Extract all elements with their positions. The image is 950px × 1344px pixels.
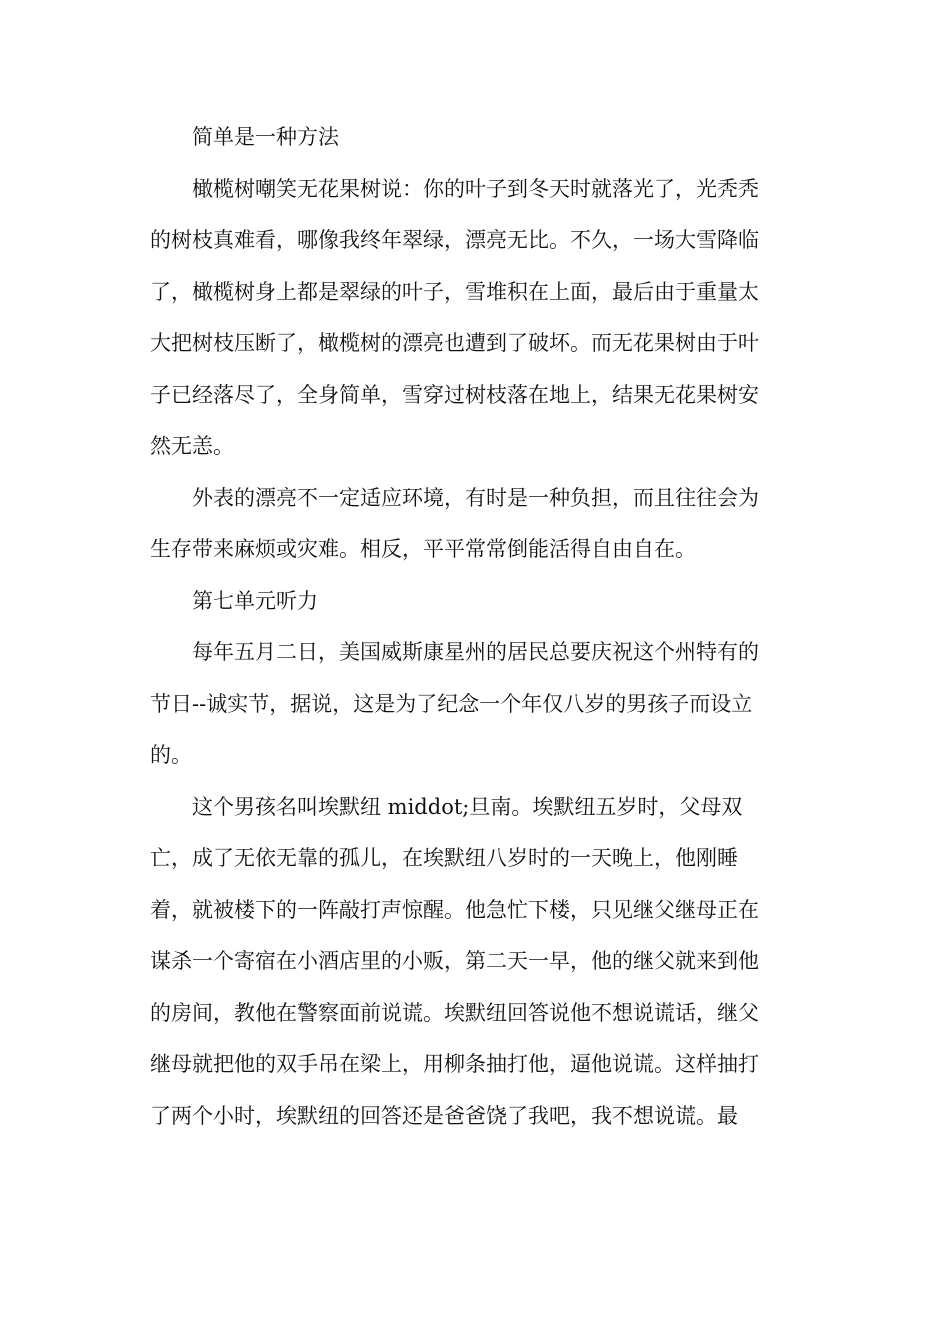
text-line: 第七单元听力: [192, 588, 318, 613]
text-line: 了两个小时，埃默纽的回答还是爸爸饶了我吧，我不想说谎。最: [150, 1103, 738, 1128]
text-line: 然无恙。: [150, 434, 234, 458]
text-line: 了，橄榄树身上都是翠绿的叶子，雪堆积在上面，最后由于重量太: [150, 279, 759, 304]
text-line: 的。: [150, 743, 192, 767]
text-line: 的房间，教他在警察面前说谎。埃默纽回答说他不想说谎话，继父: [150, 1000, 759, 1025]
text-line: 着，就被楼下的一阵敲打声惊醒。他急忙下楼，只见继父继母正在: [150, 897, 759, 922]
text-line: 的树枝真难看，哪像我终年翠绿，漂亮无比。不久，一场大雪降临: [150, 228, 759, 252]
paragraph-boy-story: [150, 782, 800, 1143]
text-line: 每年五月二日，美国威斯康星州的居民总要庆祝这个州特有的: [192, 640, 759, 664]
section-title-simplicity: [150, 112, 800, 164]
document-body: [150, 112, 800, 1142]
paragraph-olive-story: [150, 164, 800, 473]
text-line: 谋杀一个寄宿在小酒店里的小贩，第二天一早，他的继父就来到他: [150, 949, 759, 973]
section-title-unit-seven: [150, 576, 800, 628]
text-line: 继母就把他的双手吊在梁上，用柳条抽打他，逼他说谎。这样抽打: [150, 1052, 759, 1076]
text-line: 生存带来麻烦或灾难。相反，平平常常倒能活得自由自在。: [150, 537, 696, 561]
paragraph-honesty-day: [150, 627, 800, 782]
text-line: 橄榄树嘲笑无花果树说：你的叶子到冬天时就落光了，光秃秃: [192, 176, 759, 201]
text-line: 外表的漂亮不一定适应环境，有时是一种负担，而且往往会为: [192, 485, 759, 510]
text-line: 亡，成了无依无靠的孤儿，在埃默纽八岁时的一天晚上，他刚睡: [150, 846, 738, 870]
text-line: 子已经落尽了，全身简单，雪穿过树枝落在地上，结果无花果树安: [150, 382, 759, 407]
text-line: 节日--诚实节，据说，这是为了纪念一个年仅八岁的男孩子而设立: [150, 691, 753, 716]
text-line: 大把树枝压断了，橄榄树的漂亮也遭到了破坏。而无花果树由于叶: [150, 331, 759, 355]
text-line: 这个男孩名叫埃默纽 middot;旦南。埃默纽五岁时，父母双: [192, 794, 743, 819]
text-line: 简单是一种方法: [192, 125, 339, 149]
paragraph-moral: [150, 473, 800, 576]
